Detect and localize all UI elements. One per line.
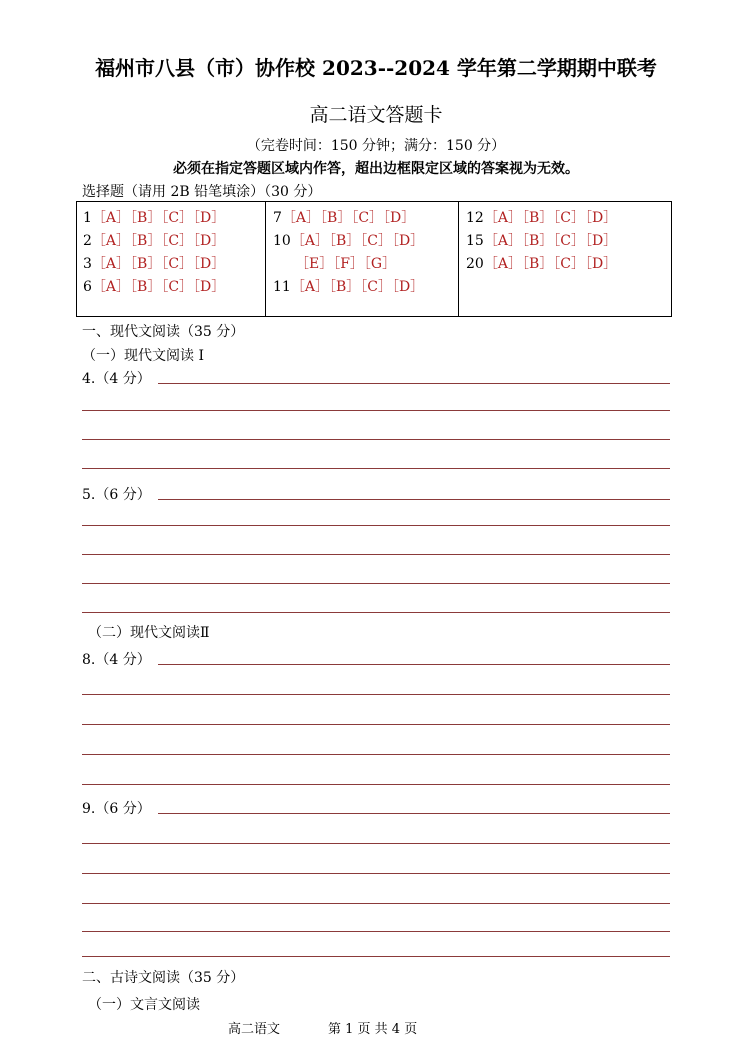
answer-line[interactable]	[82, 410, 670, 411]
subsection-heading: （一）文言文阅读	[88, 997, 200, 1013]
answer-line[interactable]	[82, 873, 670, 874]
footer-subject: 高二语文	[228, 1022, 281, 1037]
answer-line[interactable]	[82, 554, 670, 555]
question-label-5: 5.（6 分）	[82, 487, 151, 503]
option-bubbles[interactable]: ［A］［B］［C］［D］	[91, 210, 226, 226]
option-bubbles[interactable]: ［A］［B］［C］［D］	[91, 256, 226, 272]
answer-line[interactable]	[82, 931, 670, 932]
answer-line[interactable]	[158, 499, 670, 500]
choice-answer-box	[76, 201, 672, 317]
option-bubbles[interactable]: ［A］［B］［C］［D］	[91, 233, 226, 249]
exam-title: 福州市八县（市）协作校 2023--2024 学年第二学期期中联考	[95, 56, 657, 80]
answer-line[interactable]	[82, 694, 670, 695]
answer-notice: 必须在指定答题区域内作答，超出边框限定区域的答案视为无效。	[173, 161, 579, 177]
option-bubbles[interactable]: ［A］［B］［C］［D］	[290, 233, 425, 249]
question-number: 3	[83, 256, 92, 272]
choice-row-3[interactable]	[83, 253, 225, 273]
answer-line[interactable]	[158, 383, 670, 384]
section-heading: 二、古诗文阅读（35 分）	[82, 970, 245, 986]
question-label-4: 4.（4 分）	[82, 371, 151, 387]
answer-line[interactable]	[82, 724, 670, 725]
choice-row-10-extra[interactable]	[295, 253, 396, 273]
column-divider	[265, 202, 266, 316]
choice-row-2[interactable]	[83, 230, 225, 250]
option-bubbles[interactable]: ［E］［F］［G］	[295, 256, 397, 272]
question-number: 15	[466, 233, 484, 249]
section-heading: 一、现代文阅读（35 分）	[82, 324, 245, 340]
choice-row-6[interactable]	[83, 276, 225, 296]
answer-line[interactable]	[158, 664, 670, 665]
exam-info: （完卷时间：150 分钟；满分：150 分）	[246, 138, 506, 154]
question-label-8: 8.（4 分）	[82, 652, 151, 668]
subsection-heading: （二）现代文阅读Ⅱ	[88, 625, 210, 641]
answer-line[interactable]	[82, 754, 670, 755]
footer-page-number: 第 1 页 共 4 页	[328, 1022, 418, 1037]
choice-row-15[interactable]	[466, 230, 617, 250]
answer-line[interactable]	[82, 612, 670, 613]
option-bubbles[interactable]: ［A］［B］［C］［D］	[483, 256, 618, 272]
answer-line[interactable]	[82, 583, 670, 584]
question-number: 6	[83, 279, 92, 295]
column-divider	[458, 202, 459, 316]
option-bubbles[interactable]: ［A］［B］［C］［D］	[483, 210, 618, 226]
answer-line[interactable]	[82, 439, 670, 440]
choice-row-11[interactable]	[273, 276, 424, 296]
option-bubbles[interactable]: ［A］［B］［C］［D］	[91, 279, 226, 295]
answer-sheet-title: 高二语文答题卡	[309, 104, 443, 126]
question-number: 2	[83, 233, 92, 249]
question-number: 12	[466, 210, 484, 226]
choice-row-10[interactable]	[273, 230, 424, 250]
choice-row-1[interactable]	[83, 207, 225, 227]
answer-line[interactable]	[82, 784, 670, 785]
option-bubbles[interactable]: ［A］［B］［C］［D］	[290, 279, 425, 295]
subsection-heading: （一）现代文阅读 I	[82, 348, 204, 364]
option-bubbles[interactable]: ［A］［B］［C］［D］	[281, 210, 416, 226]
option-bubbles[interactable]: ［A］［B］［C］［D］	[483, 233, 618, 249]
choice-row-20[interactable]	[466, 253, 617, 273]
question-number: 11	[273, 279, 291, 295]
answer-line[interactable]	[82, 468, 670, 469]
answer-line[interactable]	[82, 956, 670, 957]
question-number: 20	[466, 256, 484, 272]
question-number: 10	[273, 233, 291, 249]
choice-row-7[interactable]	[273, 207, 415, 227]
answer-line[interactable]	[82, 525, 670, 526]
answer-line[interactable]	[82, 903, 670, 904]
question-label-9: 9.（6 分）	[82, 801, 151, 817]
answer-line[interactable]	[82, 843, 670, 844]
question-number: 1	[83, 210, 92, 226]
choice-heading: 选择题（请用 2B 铅笔填涂）（30 分）	[82, 184, 322, 200]
choice-row-12[interactable]	[466, 207, 617, 227]
answer-line[interactable]	[158, 813, 670, 814]
question-number: 7	[273, 210, 282, 226]
